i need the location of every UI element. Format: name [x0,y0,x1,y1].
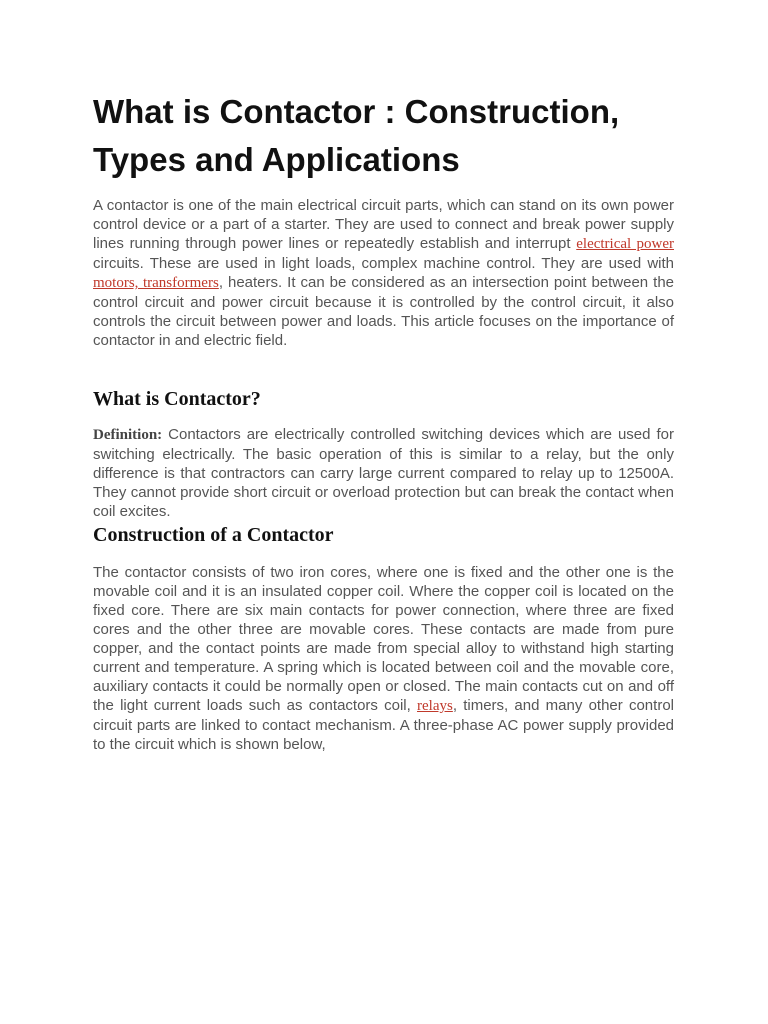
construction-text-2: , timers, and many other control circuit parts are linked to contact mechanism. A three-phase AC power supply provided to the circuit which is shown below, [93,697,674,753]
article [93,88,674,754]
intro-text-1: A contactor is one of the main electrical circuit parts, which can stand on its own power control device or a part of a starter. They are used to connect and break power supply lines running through power lines or repeatedly establish and interrupt [93,197,674,252]
intro-text-3: , heaters. It can be considered as an intersection point between the control circuit and power circuit because it is controlled by the control circuit, it also controls the circuit between power and loads. This article focuses on the importance of contactor in and electric field. [93,274,674,349]
intro-text-2: circuits. These are used in light loads, complex machine control. They are used with [93,255,674,272]
construction-paragraph [93,563,674,754]
section-heading-construction: Construction of a Contactor [93,524,334,546]
construction-text-1: The contactor consists of two iron cores, where one is fixed and the other one is the movable coil and it is an insulated copper coil. Where the copper coil is located on the fixed core. There are six main contacts for power connection, where three are fixed cores and the other three are movable cores. These contacts are made from pure copper, and the contact points are made from special alloy to withstand high starting current and temperature. A spring which is located between coil and the movable core, auxiliary contacts it could be normally open or closed. The main contacts cut on and off the light current loads such as contactors coil, [93,564,674,714]
relays-link[interactable]: relays [417,698,453,714]
motors-transformers-link[interactable]: motors, transformers [93,275,219,291]
definition-text: Contactors are electrically controlled switching devices which are used for switching electrically. The basic operation of this is similar to a relay, but the only difference is that contractors can carry large current compared to relay up to 12500A. They cannot provide short circuit or overload protection but can break the contact when coil excites. [93,426,674,520]
section-heading-what-is-contactor: What is Contactor? [93,388,261,410]
electrical-power-link[interactable]: electrical power [576,236,674,252]
definition-paragraph [93,425,674,521]
page-title: What is Contactor : Construction, Types and Applications [93,93,620,178]
definition-label: Definition: [93,427,163,443]
intro-paragraph [93,196,674,350]
